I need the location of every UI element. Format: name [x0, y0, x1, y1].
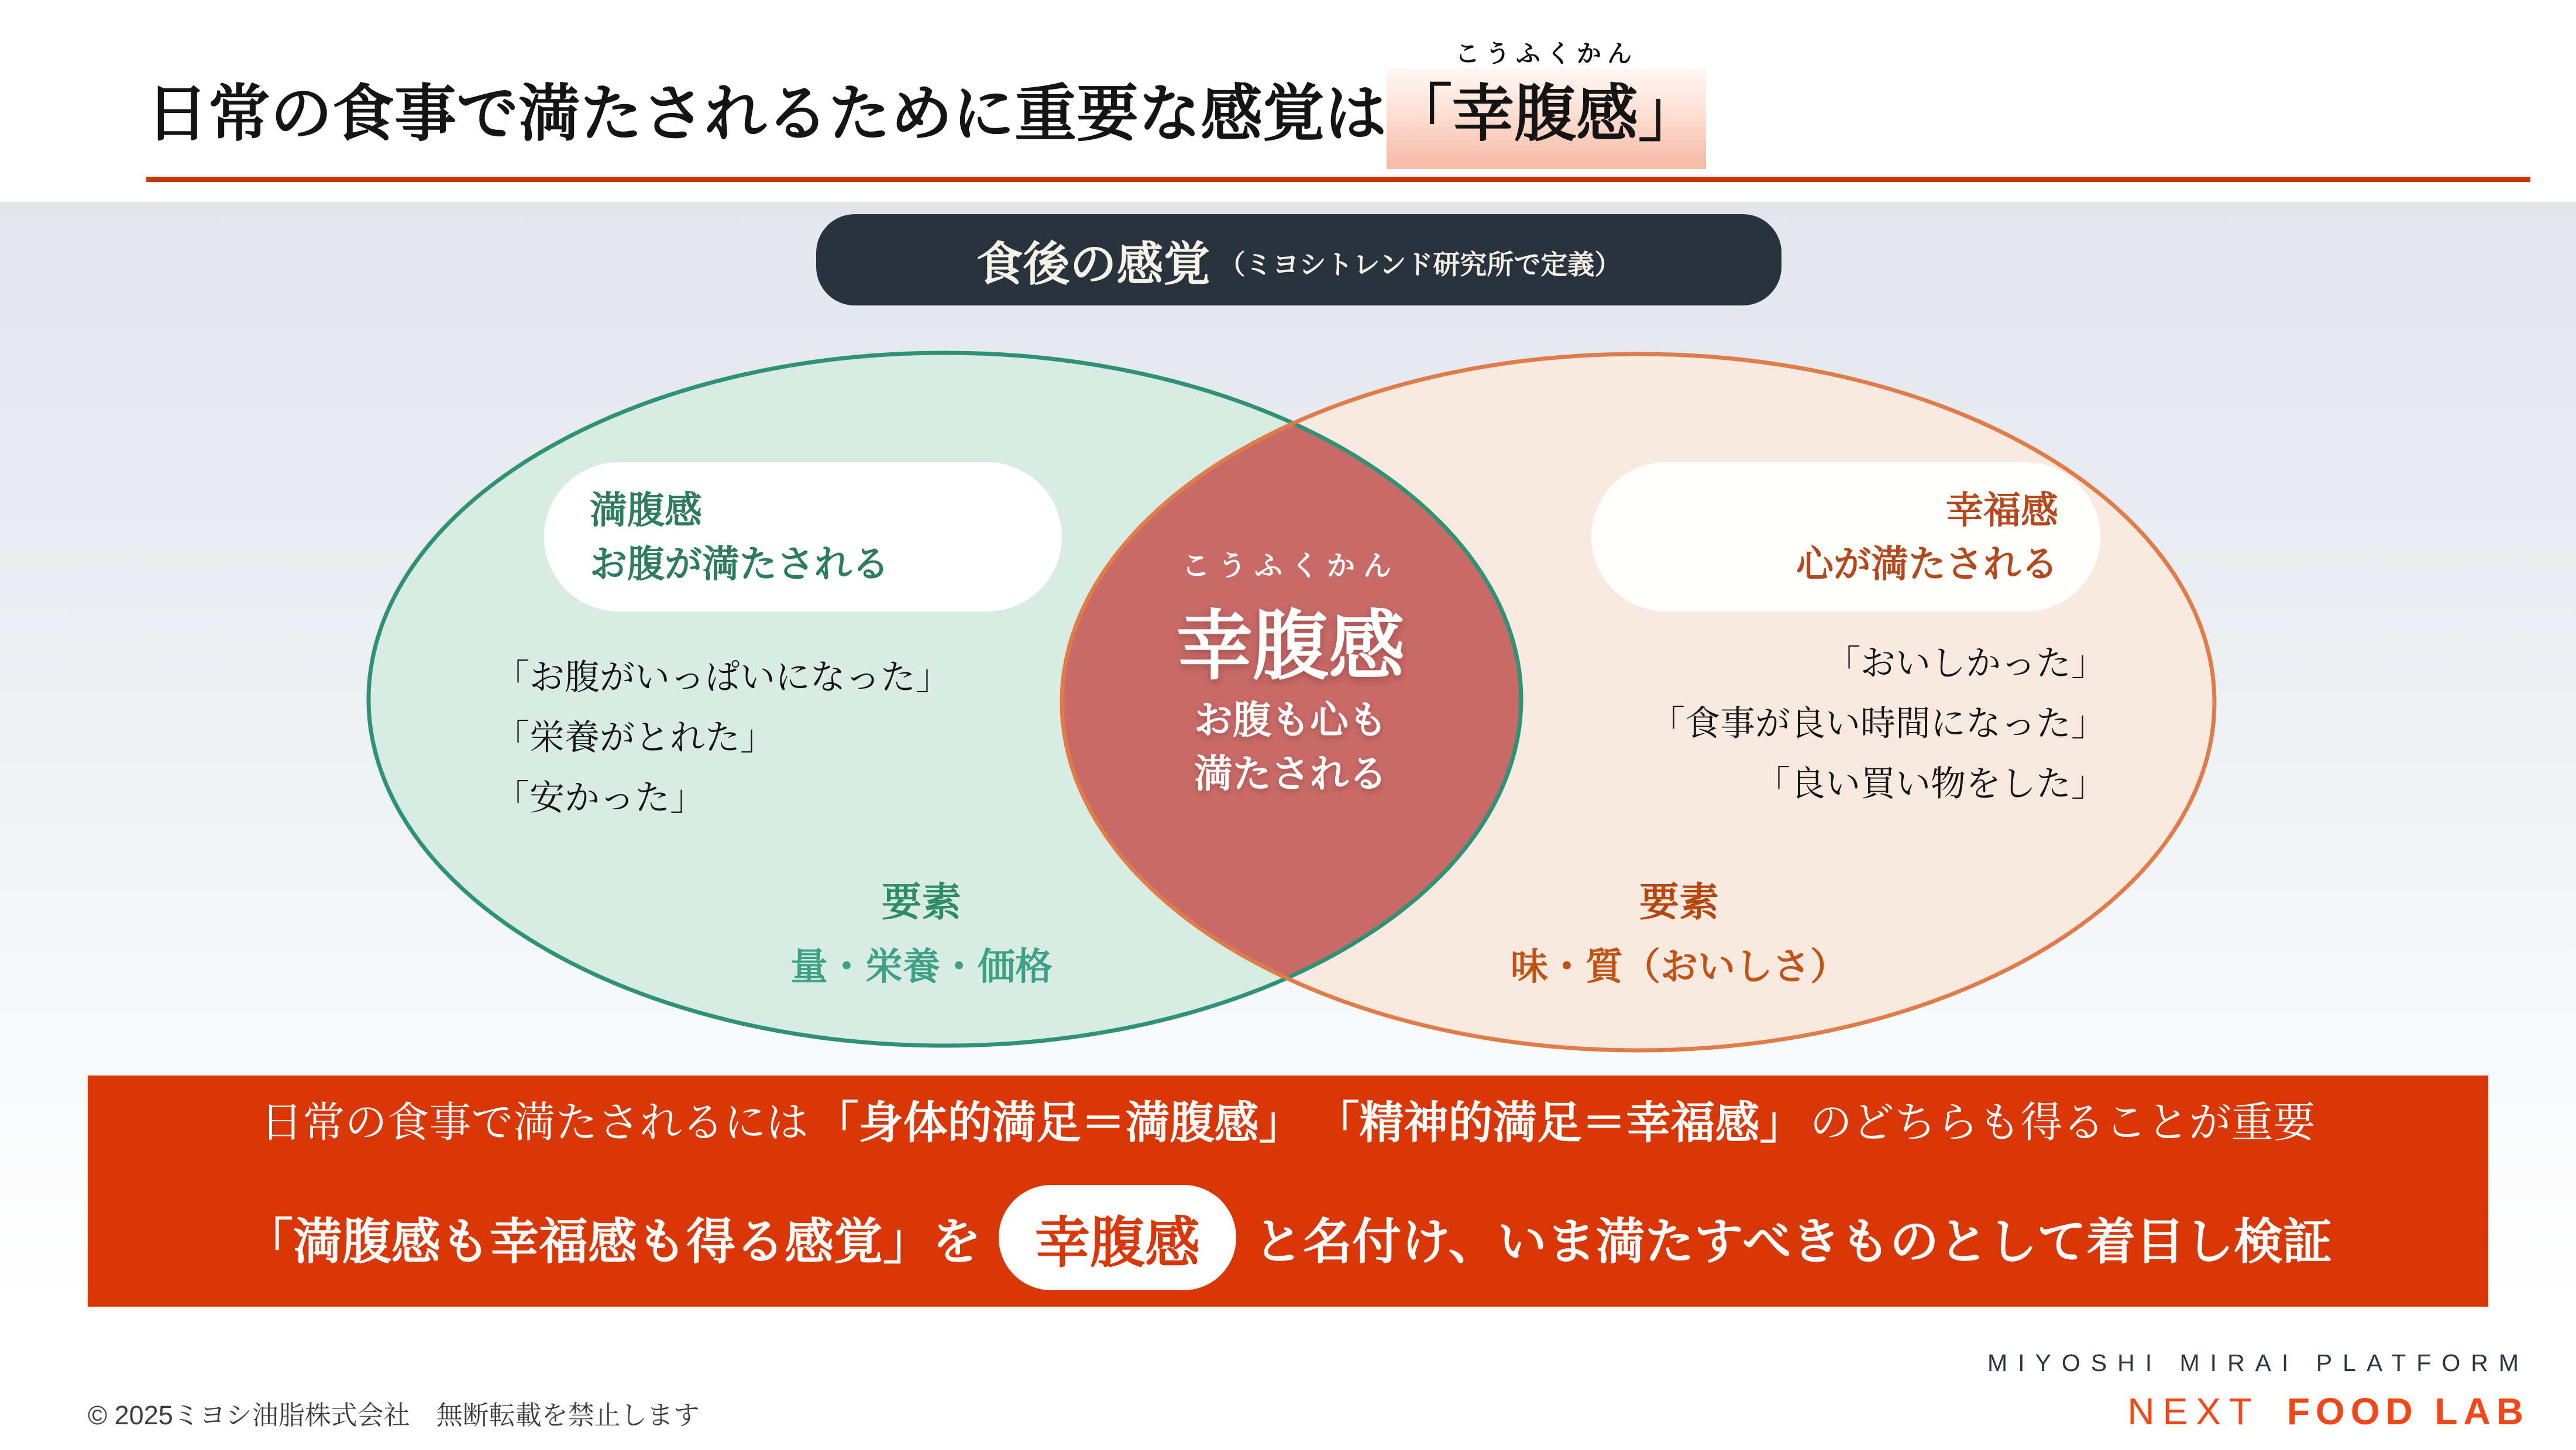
- right-factor-label: 要素: [1639, 880, 1719, 925]
- banner-line2-text1: 「満腹感も幸福感も得る感覚」を: [244, 1214, 982, 1269]
- definition-badge: [816, 214, 1781, 305]
- intersection-description: [1194, 693, 1387, 800]
- banner-line1: [88, 1090, 2488, 1148]
- banner-koufukukan-pill: 幸腹感: [999, 1185, 1236, 1290]
- left-quote-3: 「安かった」: [494, 778, 705, 817]
- logo-foodlab-line: [1987, 1390, 2529, 1433]
- title-text: 日常の食事で満たされるために重要な感覚は: [146, 80, 1387, 149]
- right-quotes: [1650, 633, 2106, 814]
- right-pill-label: [1591, 462, 2100, 611]
- intersection-desc-line1: お腹も心も: [1194, 698, 1387, 741]
- banner-line1-text1: 日常の食事で満たされるには: [260, 1099, 809, 1146]
- left-quote-1: 「お腹がいっぱいになった」: [494, 658, 951, 697]
- intersection-title: 幸腹感: [1176, 603, 1405, 689]
- right-quote-2: 「食事が良い時間になった」: [1650, 704, 2106, 743]
- logo-foodlab-text: FOOD LAB: [2286, 1390, 2529, 1432]
- left-pill-label: [544, 462, 1062, 611]
- summary-banner: [88, 1076, 2488, 1307]
- right-factor-items: 味・質（おいしさ）: [1511, 946, 1848, 988]
- right-quote-1: 「おいしかった」: [1825, 644, 2106, 683]
- left-factor-items: 量・栄養・価格: [790, 946, 1053, 988]
- banner-line1-bold2: 「精神的満足＝幸福感」: [1315, 1098, 1804, 1148]
- badge-sub-text: （ミヨシトレンド研究所で定義）: [1218, 249, 1622, 280]
- title-highlight-text: 「幸腹感」: [1390, 80, 1700, 149]
- logo-next-text: NEXT: [2127, 1390, 2261, 1432]
- right-pill-line1: 幸福感: [1946, 489, 2058, 531]
- intersection-desc-line2: 満たされる: [1194, 752, 1387, 795]
- company-logo: [1987, 1349, 2529, 1433]
- left-quote-2: 「栄養がとれた」: [494, 718, 775, 757]
- right-quote-3: 「良い買い物をした」: [1755, 764, 2106, 803]
- left-factor-label: 要素: [881, 880, 961, 925]
- title-underline: [146, 177, 2530, 182]
- right-factors: [1387, 871, 1972, 991]
- copyright-text: © 2025ミヨシ油脂株式会社 無断転載を禁止します: [88, 1400, 700, 1430]
- title-furigana: こうふくかん: [1454, 40, 1638, 67]
- banner-line1-text2: のどちらも得ることが重要: [1810, 1099, 2316, 1146]
- banner-line1-bold1: 「身体的満足＝満腹感」: [814, 1098, 1304, 1148]
- intersection-furigana: こうふくかん: [1181, 551, 1400, 582]
- left-pill-line2: お腹が満たされる: [590, 542, 889, 585]
- page-title: [146, 40, 1706, 169]
- right-pill-line2: 心が満たされる: [1796, 542, 2058, 585]
- left-pill-line1: 満腹感: [590, 489, 702, 531]
- title-highlight: [1387, 40, 1706, 169]
- left-quotes: [494, 647, 951, 828]
- badge-main-text: 食後の感覚: [976, 238, 1210, 290]
- banner-line2: [88, 1182, 2488, 1293]
- banner-line2-text2: と名付け、いま満たすべきものとして着目し検証: [1254, 1214, 2332, 1269]
- logo-platform-text: MIYOSHI MIRAI PLATFORM: [1987, 1349, 2529, 1376]
- left-factors: [629, 871, 1214, 991]
